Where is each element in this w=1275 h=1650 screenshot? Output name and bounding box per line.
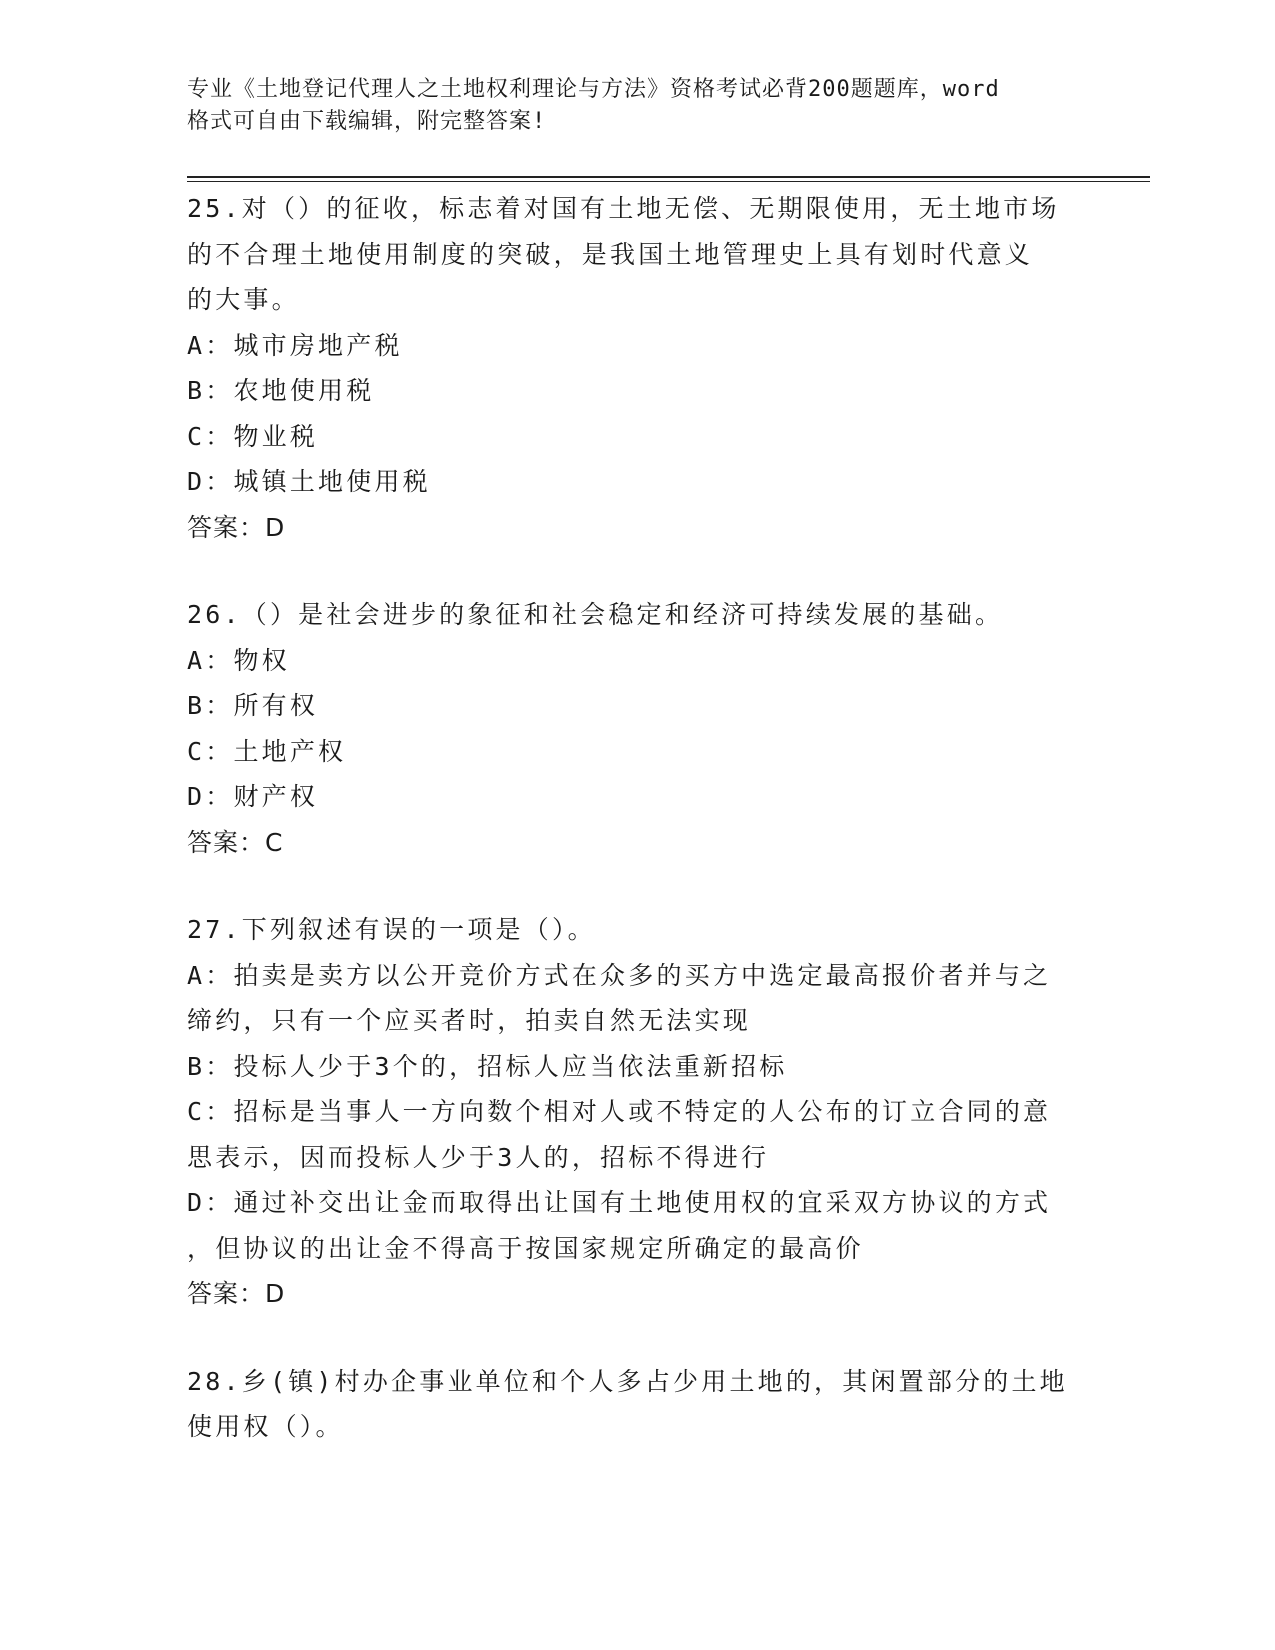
answer-option-line: ，但协议的出让金不得高于按国家规定所确定的最高价 <box>187 1233 864 1263</box>
answer-option-line: D：城镇土地使用税 <box>187 467 431 496</box>
answer-option-line: 缔约，只有一个应买者时，拍卖自然无法实现 <box>187 1006 752 1035</box>
question-stem-line: 26.（）是社会进步的象征和社会稳定和经济可持续发展的基础。 <box>187 600 1004 629</box>
answer-option-line: A：城市房地产税 <box>187 330 403 360</box>
answer-option-line: A：物权 <box>187 645 290 675</box>
answer-option-line: 思表示，因而投标人少于3人的，招标不得进行 <box>187 1142 770 1172</box>
header-line-2: 格式可自由下载编辑，附完整答案! <box>187 109 547 134</box>
question-stem-line: 的不合理土地使用制度的突破，是我国土地管理史上具有划时代意义 <box>187 239 1034 269</box>
answer-option-line: B：农地使用税 <box>187 376 375 405</box>
question-stem-line: 25.对（）的征收，标志着对国有土地无偿、无期限使用，无土地市场 <box>187 194 1060 223</box>
answer-option-line: C：物业税 <box>187 421 319 451</box>
answer-option-line: B：所有权 <box>187 691 319 720</box>
answer-option-line: C：土地产权 <box>187 736 347 766</box>
question-block <box>187 1359 1087 1450</box>
answer-key: 答案：C <box>187 827 284 857</box>
question-stem-line: 的大事。 <box>187 285 300 314</box>
header-divider-thick <box>187 176 1150 178</box>
question-stem-line: 28.乡(镇)村办企事业单位和个人多占少用土地的，其闲置部分的土地 <box>187 1366 1068 1396</box>
answer-option-line: D：通过补交出让金而取得出让国有土地使用权的宜采双方协议的方式 <box>187 1188 1052 1217</box>
header-divider-thin <box>187 181 1150 182</box>
question-block <box>187 907 1087 1317</box>
answer-option-line: A：拍卖是卖方以公开竞价方式在众多的买方中选定最高报价者并与之 <box>187 960 1052 990</box>
header-line-1: 专业《土地登记代理人之土地权利理论与方法》资格考试必背200题题库，word <box>187 77 1000 102</box>
answer-key: 答案：D <box>187 1279 286 1308</box>
question-list <box>187 186 1087 1492</box>
answer-option-line: C：招标是当事人一方向数个相对人或不特定的人公布的订立合同的意 <box>187 1097 1052 1126</box>
question-block <box>187 592 1087 865</box>
answer-option-line: D：财产权 <box>187 782 319 811</box>
document-header <box>187 74 1067 138</box>
answer-key: 答案：D <box>187 512 286 542</box>
answer-option-line: B：投标人少于3个的，招标人应当依法重新招标 <box>187 1051 788 1081</box>
question-stem-line: 使用权（）。 <box>187 1412 344 1441</box>
question-stem-line: 27.下列叙述有误的一项是（）。 <box>187 915 596 944</box>
question-block <box>187 186 1087 550</box>
